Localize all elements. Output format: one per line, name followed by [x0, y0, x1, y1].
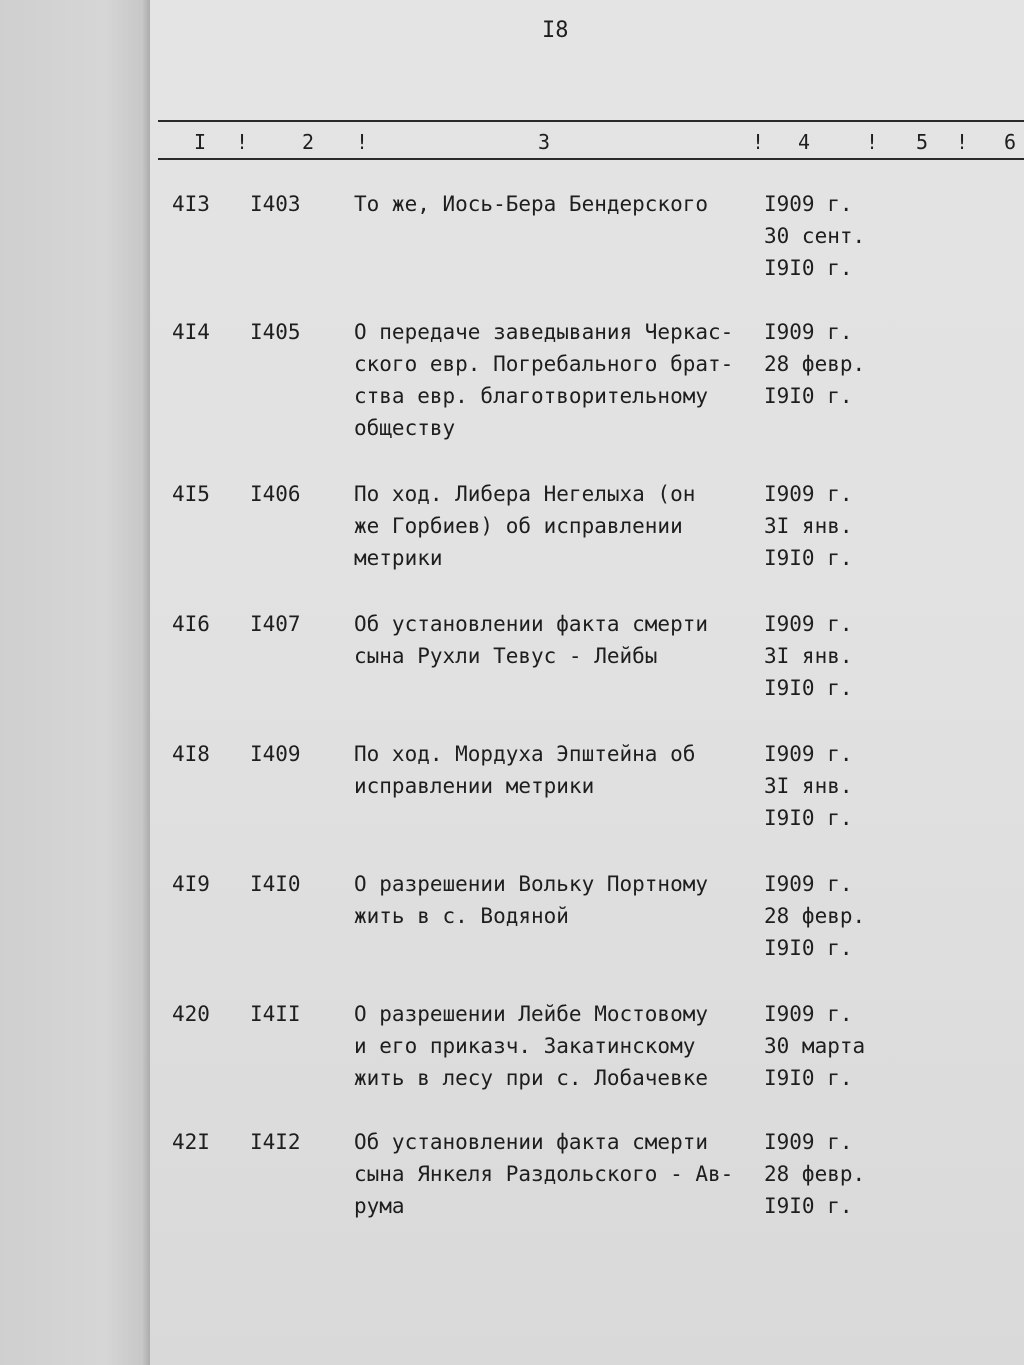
column-header-label: I: [194, 130, 207, 154]
date-line: 28 февр.: [764, 1162, 866, 1186]
row-number: 4I5: [172, 482, 210, 506]
column-separator: !: [956, 130, 969, 154]
row-number: 4I8: [172, 742, 210, 766]
file-title: [354, 478, 759, 574]
file-title-line: О передаче заведывания Черкас-: [354, 320, 734, 344]
column-separator: !: [866, 130, 879, 154]
date-range: [764, 868, 865, 964]
date-line: 28 февр.: [764, 352, 866, 376]
date-line: I909 г.: [764, 612, 853, 636]
file-title-line: ского евр. Погребального брат-: [354, 352, 734, 376]
file-title-line: Об установлении факта смерти: [354, 612, 709, 636]
column-header-label: 6: [1004, 130, 1017, 154]
file-title-line: жить в лесу при с. Лобачевке: [354, 1066, 709, 1090]
date-line: 30 сент.: [764, 224, 866, 248]
file-title: [354, 868, 759, 932]
file-number: I409: [250, 742, 301, 766]
column-separator: !: [752, 130, 765, 154]
date-line: I909 г.: [764, 320, 853, 344]
header-rule-bottom: [158, 158, 1024, 160]
file-number: I4II: [250, 1002, 301, 1026]
column-header-label: 4: [798, 130, 811, 154]
row-number: 4I9: [172, 872, 210, 896]
date-line: I909 г.: [764, 192, 853, 216]
file-title-line: То же, Иось-Бера Бендерского: [354, 192, 709, 216]
date-line: 3I янв.: [764, 774, 853, 798]
column-header-label: 2: [302, 130, 315, 154]
date-line: I9I0 г.: [764, 676, 853, 700]
file-number: I4I0: [250, 872, 301, 896]
column-separator: !: [356, 130, 369, 154]
file-title: [354, 998, 759, 1094]
page-number: I8: [542, 18, 569, 43]
date-line: I9I0 г.: [764, 1194, 853, 1218]
date-line: I909 г.: [764, 872, 853, 896]
date-range: [764, 608, 853, 704]
file-number: I406: [250, 482, 301, 506]
date-range: [764, 738, 853, 834]
file-title-line: метрики: [354, 546, 443, 570]
date-line: I9I0 г.: [764, 1066, 853, 1090]
document-page: [150, 0, 1024, 1365]
file-title-line: и его приказч. Закатинскому: [354, 1034, 696, 1058]
file-title-line: ства евр. благотворительному: [354, 384, 709, 408]
column-header-label: 5: [916, 130, 929, 154]
row-number: 4I6: [172, 612, 210, 636]
previous-page-edge: [0, 0, 150, 1365]
file-title: [354, 316, 759, 444]
date-line: 3I янв.: [764, 644, 853, 668]
file-title-line: По ход. Либера Негелыха (он: [354, 482, 696, 506]
date-line: I9I0 г.: [764, 384, 853, 408]
file-title-line: сына Янкеля Раздольского - Ав-: [354, 1162, 734, 1186]
date-line: 30 марта: [764, 1034, 866, 1058]
date-line: I909 г.: [764, 742, 853, 766]
file-title: [354, 1126, 759, 1222]
date-line: I9I0 г.: [764, 546, 853, 570]
file-number: I4I2: [250, 1130, 301, 1154]
date-range: [764, 316, 865, 412]
date-range: [764, 998, 865, 1094]
date-line: I909 г.: [764, 482, 853, 506]
file-number: I405: [250, 320, 301, 344]
row-number: 42I: [172, 1130, 210, 1154]
date-line: I909 г.: [764, 1002, 853, 1026]
date-range: [764, 478, 853, 574]
file-title-line: обществу: [354, 416, 456, 440]
file-number: I407: [250, 612, 301, 636]
date-line: I9I0 г.: [764, 806, 853, 830]
date-line: 3I янв.: [764, 514, 853, 538]
file-number: I403: [250, 192, 301, 216]
row-number: 4I4: [172, 320, 210, 344]
file-title-line: исправлении метрики: [354, 774, 595, 798]
date-line: I9I0 г.: [764, 936, 853, 960]
date-range: [764, 1126, 865, 1222]
file-title-line: сына Рухли Тевус - Лейбы: [354, 644, 658, 668]
file-title-line: жить в с. Водяной: [354, 904, 569, 928]
date-line: I909 г.: [764, 1130, 853, 1154]
file-title: [354, 608, 759, 672]
file-title-line: По ход. Мордуха Эпштейна об: [354, 742, 696, 766]
file-title-line: рума: [354, 1194, 405, 1218]
file-title-line: же Горбиев) об исправлении: [354, 514, 683, 538]
header-rule-top: [158, 120, 1024, 122]
file-title-line: Об установлении факта смерти: [354, 1130, 709, 1154]
column-separator: !: [236, 130, 249, 154]
date-line: I9I0 г.: [764, 256, 853, 280]
file-title-line: О разрешении Вольку Портному: [354, 872, 709, 896]
column-header-label: 3: [538, 130, 551, 154]
date-line: 28 февр.: [764, 904, 866, 928]
date-range: [764, 188, 865, 284]
file-title-line: О разрешении Лейбе Мостовому: [354, 1002, 709, 1026]
row-number: 420: [172, 1002, 210, 1026]
file-title: [354, 188, 759, 220]
file-title: [354, 738, 759, 802]
row-number: 4I3: [172, 192, 210, 216]
